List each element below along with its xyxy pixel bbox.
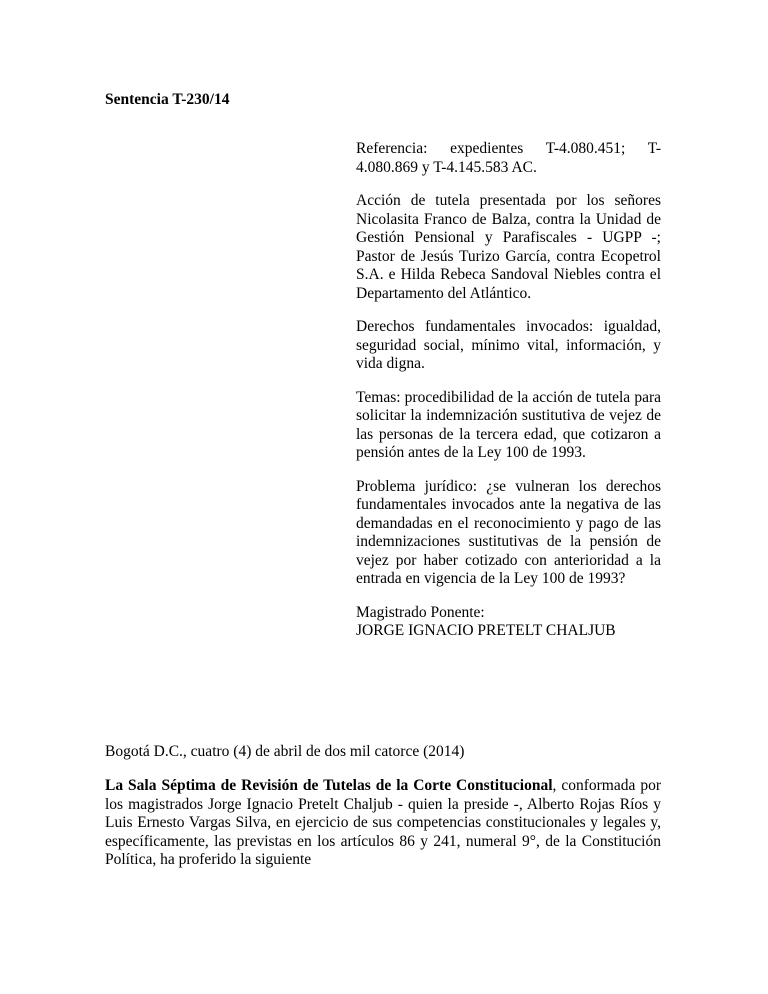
- intro-body-text: , conformada por los magistrados Jorge Ignacio Pretelt Chaljub - quien la preside -, Alberto Rojas Ríos y Luis Ernesto Vargas Silva, en ejercicio de sus competencias constitucionales y legales y, específicamente, las previstas en los artículos 86 y 241, numeral 9°, de la Constitución Política, ha proferido la siguiente: [105, 777, 661, 869]
- date-line: Bogotá D.C., cuatro (4) de abril de dos mil catorce (2014): [105, 743, 465, 760]
- case-summary-block: [356, 140, 661, 641]
- intro-paragraph: [105, 777, 661, 870]
- intro-bold-text: La Sala Séptima de Revisión de Tutelas de la Corte Constitucional: [105, 777, 553, 794]
- topics-paragraph: Temas: procedibilidad de la acción de tutela para solicitar la indemnización sustitutiva de vejez de las personas de la tercera edad, que cotizaron a pensión antes de la Ley 100 de 1993.: [356, 388, 661, 461]
- action-paragraph: Acción de tutela presentada por los señores Nicolasita Franco de Balza, contra la Unidad de Gestión Pensional y Parafiscales - UGPP -; Pastor de Jesús Turizo García, contra Ecopetrol S.A. e Hilda Rebeca Sandoval Niebles contra el Departamento del Atlántico.: [356, 192, 661, 302]
- document-title: Sentencia T-230/14: [105, 91, 230, 108]
- magistrate-name: JORGE IGNACIO PRETELT CHALJUB: [356, 622, 616, 639]
- reference-paragraph: Referencia: expedientes T-4.080.451; T-4.080.869 y T-4.145.583 AC.: [356, 140, 661, 176]
- rights-paragraph: Derechos fundamentales invocados: igualdad, seguridad social, mínimo vital, información, y vida digna.: [356, 318, 661, 372]
- legal-problem-paragraph: Problema jurídico: ¿se vulneran los derechos fundamentales invocados ante la negativa de las demandadas en el reconocimiento y pago de las indemnizaciones sustitutivas de la pensión de vejez por haber cotizado con anterioridad a la entrada en vigencia de la Ley 100 de 1993?: [356, 477, 661, 587]
- magistrate-label: Magistrado Ponente:: [356, 603, 485, 621]
- magistrate-block: [356, 604, 661, 641]
